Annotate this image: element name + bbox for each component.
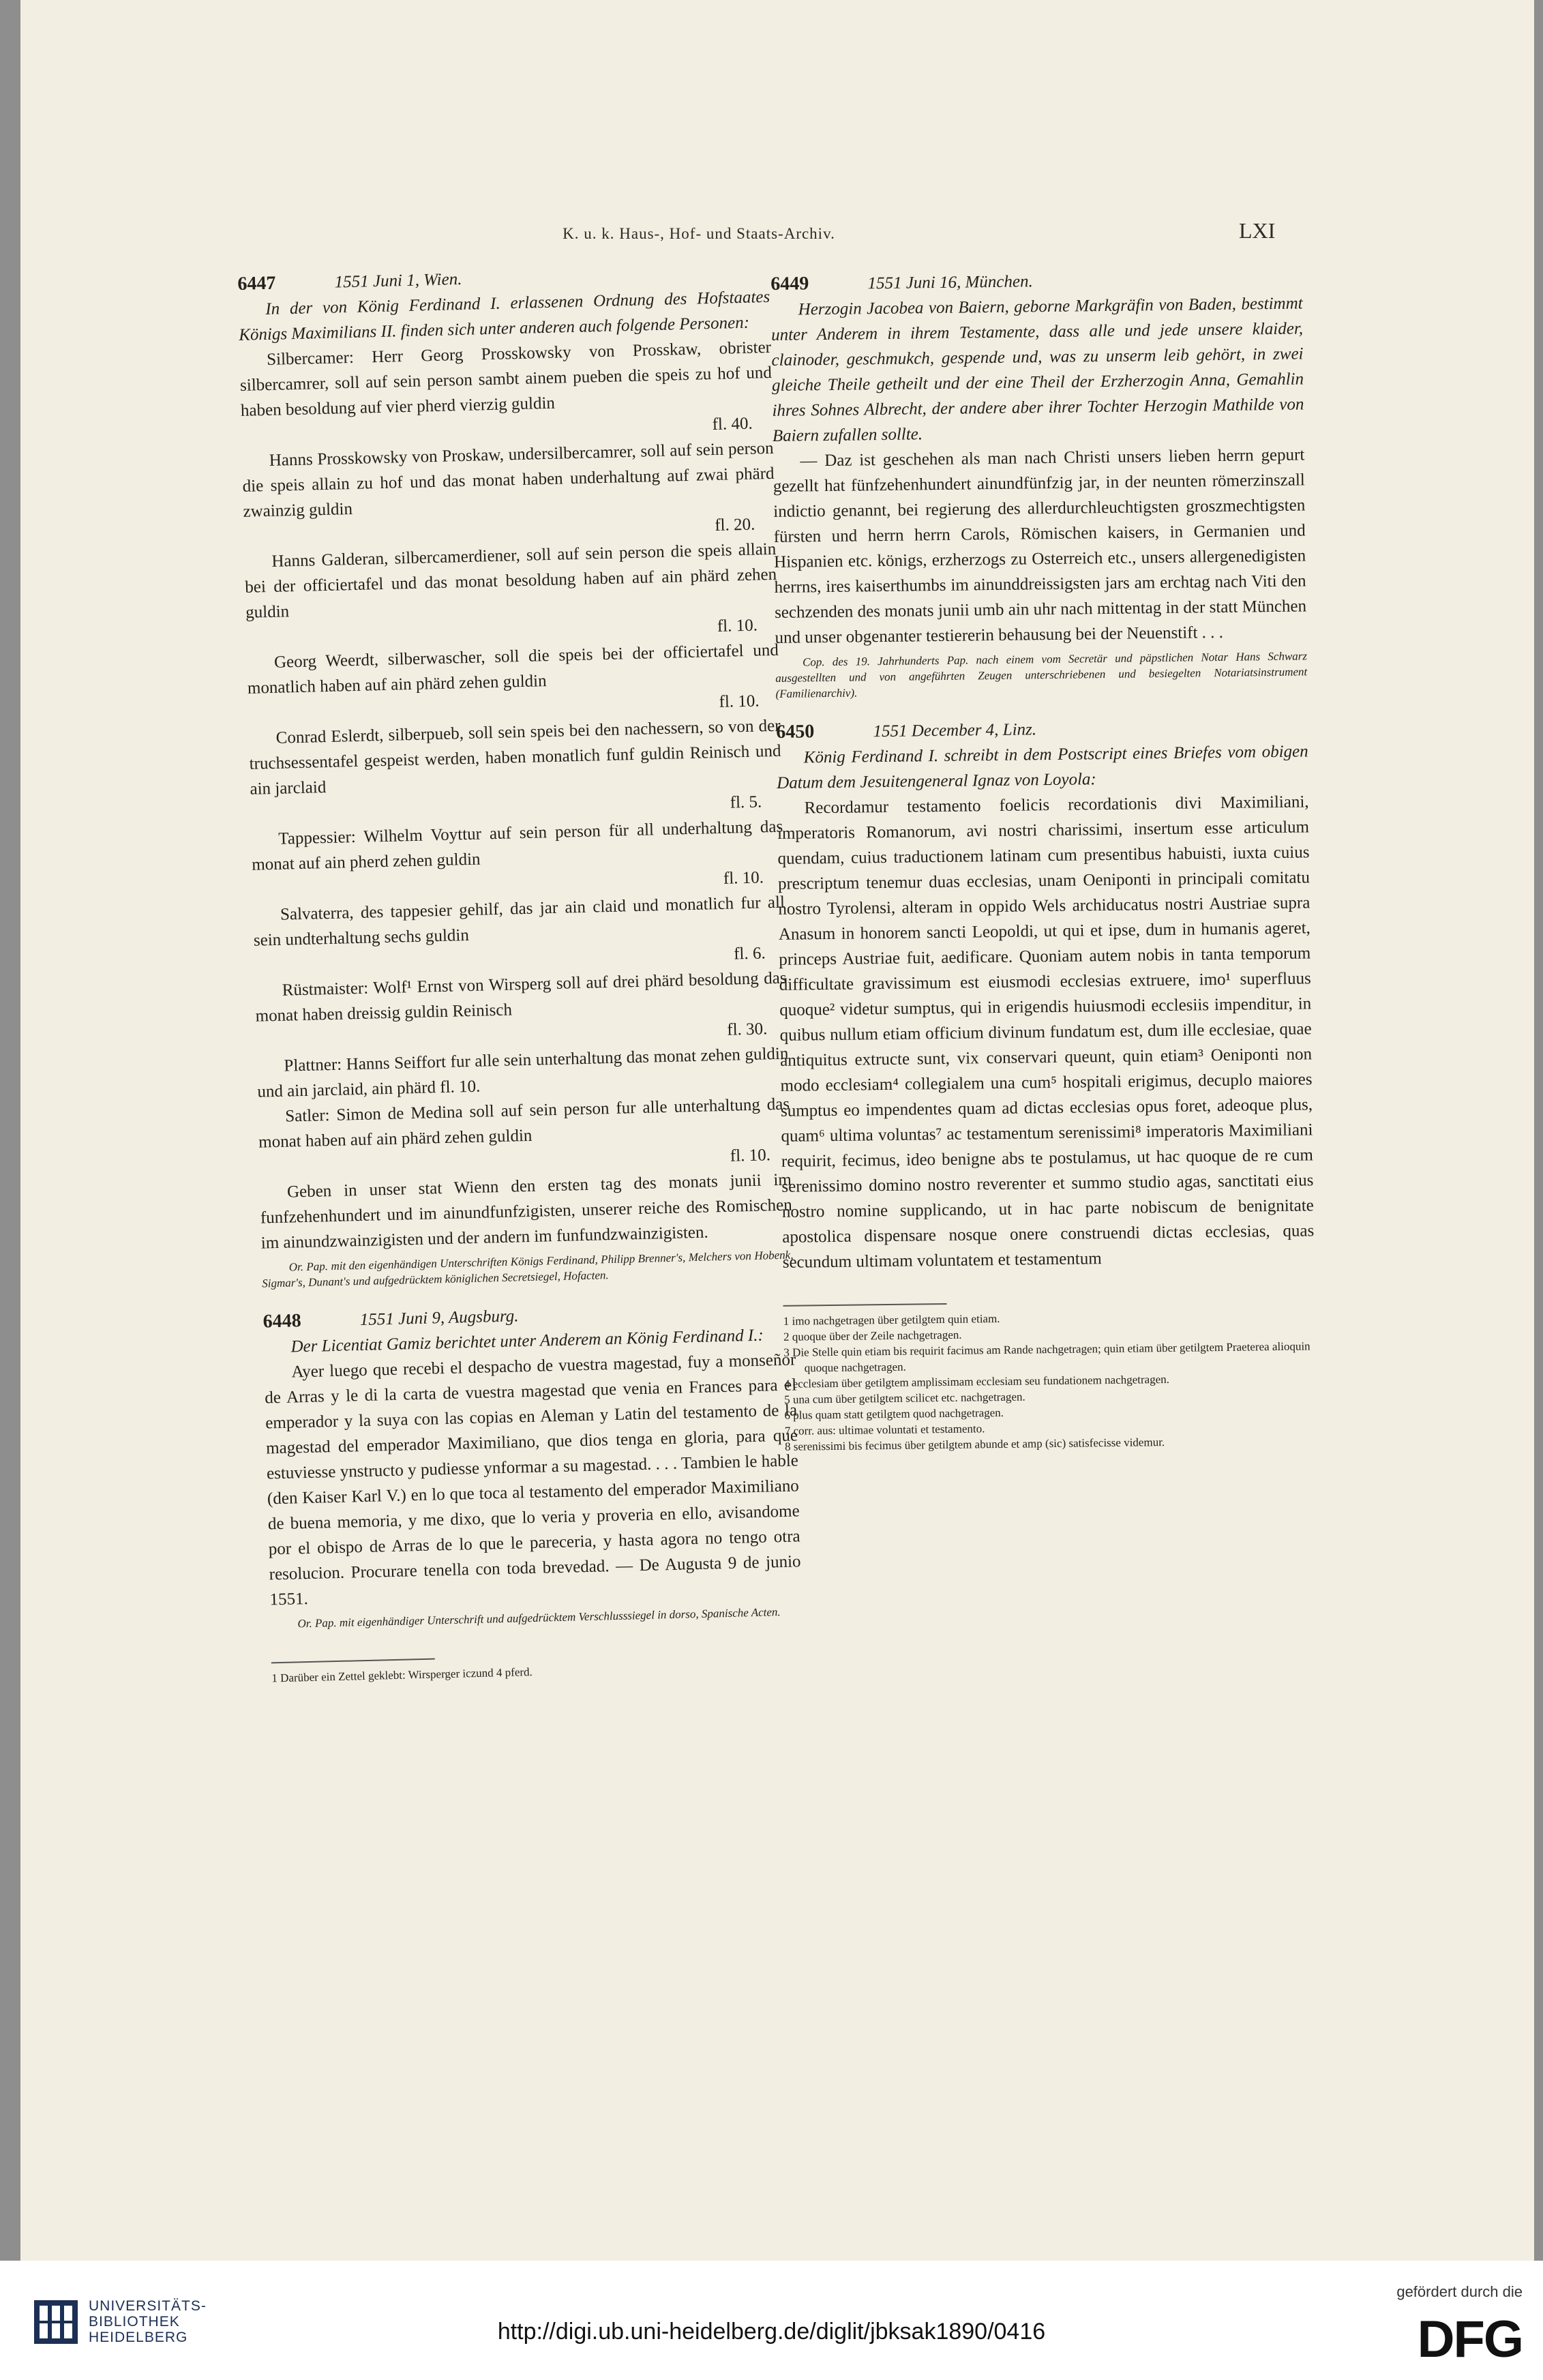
footnote: 5 una cum über getilgtem scilicet etc. nachgetragen. xyxy=(784,1390,1025,1406)
entry-date: 1551 Juni 9, Augsburg. xyxy=(359,1307,519,1330)
entry-body: Ayer luego que recebi el despacho de vuestra magestad, fuy a monseñor de Arras y le di la carta de vuestra magestad que venia en Frances para el emperador y la suya con las copias en Aleman y Latin del testamento de la magestad del emperador Maximiliano, que dios tenga en gloria, para que estuviesse ynstructo y pudiesse ynformar a su magestad. . . . Tambien le hable (den Kaiser Karl V.) en lo que toca al testamento del emperador Maximiliano de buena memoria, y me dixo, que lo veria y proveria en ello, avisandome por el obispo de Arras de lo que le pareceria, y hasta agora no tengo otra resolucion. Procurare tenella con toda brevedad. — De Augusta 9 de junio 1551. xyxy=(265,1350,801,1609)
book-page xyxy=(20,0,1534,2261)
entry-summary: König Ferdinand I. schreibt in dem Postscript eines Briefes vom obigen Datum dem Jesuitengeneral Ignaz von Loyola: xyxy=(777,742,1308,792)
running-header: K. u. k. Haus-, Hof- und Staats-Archiv. xyxy=(563,225,835,242)
permalink-url[interactable]: http://digi.ub.uni-heidelberg.de/diglit/jbksak1890/0416 xyxy=(497,2319,1046,2345)
entry-number: 6450 xyxy=(776,721,815,743)
amount: fl. 10. xyxy=(723,868,764,888)
library-name-line: BIBLIOTHEK xyxy=(89,2314,180,2330)
dfg-logo: DFG xyxy=(1417,2310,1523,2368)
list-item: Conrad Eslerdt, silberpueb, soll sein speis bei den nachessern, so von der truchsessentafel gespeist werden, haben monatlich funf guldin Reinisch und ain jarclaid xyxy=(249,716,781,799)
footnote: 1 Darüber ein Zettel geklebt: Wirsperger iczund 4 pferd. xyxy=(271,1665,533,1685)
library-name-line: HEIDELBERG xyxy=(89,2330,188,2345)
footnote: 3 Die Stelle quin etiam bis requirit facimus am Rande nachgetragen; quin etiam über getilgtem Praeterea alioquin quoque nachgetragen. xyxy=(783,1339,1310,1375)
footnote: 7 corr. aus: ultimae voluntati et testamento. xyxy=(784,1422,985,1438)
entry-6447 xyxy=(237,258,794,1292)
list-item: Satler: Simon de Medina soll auf sein person fur alle unterhaltung das monat haben auf ain phärd zehen guldin xyxy=(258,1095,790,1152)
amount: fl. 6. xyxy=(733,944,766,964)
entry-summary: In der von König Ferdinand I. erlassenen Ordnung des Hofstaates Königs Maximilians II. finden sich unter anderen auch folgende Personen: xyxy=(238,287,770,344)
entry-number: 6447 xyxy=(237,272,276,295)
right-column xyxy=(770,265,1317,1454)
entry-number: 6448 xyxy=(263,1310,301,1333)
amount: fl. 30. xyxy=(727,1020,768,1039)
page-number: LXI xyxy=(1239,218,1276,243)
list-item: Hanns Galderan, silbercamerdiener, soll auf sein person die speis allain bei der officiertafel und das monat besoldung haben auf ain phärd zehen guldin xyxy=(244,539,777,622)
amount: fl. 10. xyxy=(730,1146,771,1165)
entry-date: 1551 Juni 16, München. xyxy=(867,272,1033,293)
footnote-rule xyxy=(783,1303,947,1307)
entry-summary: Der Licentiat Gamiz berichtet unter Anderem an König Ferdinand I.: xyxy=(290,1326,764,1356)
footnote: 6 plus quam statt getilgtem quod nachgetragen. xyxy=(784,1405,1004,1422)
footnote: 2 quoque über der Zeile nachgetragen. xyxy=(783,1328,962,1343)
list-item: Rüstmaister: Wolf¹ Ernst von Wirsperg soll auf drei phärd besoldung das monat haben dreissig guldin Reinisch xyxy=(255,968,787,1026)
list-item: Georg Weerdt, silberwascher, soll die speis bei der officiertafel und monatlich haben auf ain phärd zehen guldin xyxy=(247,640,779,698)
list-item: Tappessier: Wilhelm Voyttur auf sein person für all underhaltung das monat auf ain pherd zehen guldin xyxy=(251,817,783,874)
funding-branding xyxy=(1336,2261,1543,2380)
funding-label: gefördert durch die xyxy=(1396,2283,1523,2300)
entry-6448 xyxy=(263,1296,802,1632)
entry-body: Recordamur testamento foelicis recordationis divi Maximiliani, imperatoris Romanorum, avi nostri charissimi, insertum esse articulum quendam, cuius traductionem latinam cum presentibus habuisti, iuxta cuius prescriptum tenemur duas ecclesias, unam Oeniponti in principali comitatu nostro Tyrolensi, alteram in oppido Wels archiducatus nostri Austriae supra Anasum in honorem sancti Leopoldi, ut qui et ipse, dum in humanis ageret, princeps Austriae fuit, aedificare. Quoniam autem nobis in tanta temporum difficultate gravissimum est eiusmodi ecclesias extruere, imo¹ superfluus quoque² videtur sumptus, qui in erigendis huiusmodi ecclesiis impenditur, in quibus nullum etiam officium divinum fundatum est, dum ille ecclesiae, quae antiquitus extructe sunt, vix conservari queunt, quin etiam³ Oeniponti non modo ecclesiam⁴ collegialem una cum⁵ hospitali erigimus, decuplo maiores sumptus eo impendentes quam ad dictas ecclesias opus foret, adeoque plus, quam⁶ ultima voluntas⁷ ac testamentum serenissimi⁸ imperatoris Maximiliani requirit, fecimus, ideo benigne abs te postulamus, ut hac quoque de re cum serenissimo domino nostro reverenter et summo studio agas, sanctitati eius nostro nomine supplicando, ut in hac parte nobiscum de benignitate apostolica dispensare nosque onere construendi dictas ecclesias, quas secundum ultimam voluntatem et testamentum xyxy=(777,792,1315,1272)
amount: fl. 10. xyxy=(719,691,760,711)
list-item: Salvaterra, des tappesier gehilf, das jar ain claid und monatlich fur all sein undterhaltung sechs guldin xyxy=(253,893,785,950)
amount: fl. 40. xyxy=(712,414,753,434)
list-item: Hanns Prosskowsky von Proskaw, undersilbercamrer, soll auf sein person die speis allain zu hof und das monat haben underhaltung auf zwai phärd zwainzig guldin xyxy=(242,438,775,521)
footnote: 4 ecclesiam über getilgtem amplissimam ecclesiam seu fundationem nachgetragen. xyxy=(783,1372,1170,1390)
entry-number: 6449 xyxy=(770,273,809,295)
footnote-rule xyxy=(271,1658,435,1664)
footnote: 1 imo nachgetragen über getilgtem quin etiam. xyxy=(783,1312,1000,1328)
entry-summary: Herzogin Jacobea von Baiern, geborne Markgräfin von Baden, bestimmt unter Anderem in ihrem Testamente, dass alle und jede unsere klaider, clainoder, geschmukch, gespende und, was zu unserm leib gehört, in zwei gleiche Theile getheilt und der eine Theil der Erzherzogin Anna, Gemahlin ihres Sohnes Albrecht, der andere aber ihrer Tochter Herzogin Mathilde von Baiern zufallen sollte. xyxy=(770,294,1304,445)
left-column xyxy=(237,258,803,1686)
source-note: Or. Pap. mit den eigenhändigen Unterschriften Königs Ferdinand, Philipp Brenner's, Melchers von Hobenk, Sigmar's, Dunant's und aufgedrücktem königlichen Secretsiegel, Hofacten. xyxy=(262,1248,794,1290)
source-note: Or. Pap. mit eigenhändiger Unterschrift und aufgedrücktem Verschlusssiegel in dorso, Spanische Acten. xyxy=(297,1605,781,1631)
amount: fl. 10. xyxy=(717,616,758,636)
entry-6449 xyxy=(770,265,1308,701)
library-name-line: UNIVERSITÄTS- xyxy=(89,2298,207,2314)
amount: fl. 5. xyxy=(730,792,762,812)
list-item: Plattner: Hanns Seiffort fur alle sein unterhaltung das monat zehen guldin und ain jarclaid, ain phärd fl. 10. xyxy=(257,1044,789,1101)
entry-body: — Daz ist geschehen als man nach Christi unsers lieben herrn gepurt gezellt hat fünfzehenhundert ainundfünfzig jar, in der neunten römerzinszall indictio genannt, bei regierung des allerdurchleuchtigsten groszmechtigsten fürsten und herrn herrn Carols, Römischen kaisers, in Germanien und Hispanien etc. königs, erzherzogs zu Osterreich etc., unsers allergenedigisten herrns, ires kaiserthumbs im ainunddreissigsten jars am erchtag nach Viti den sechzenden des monats junii umb ain uhr nach mittentag in der statt München und unser obgenanter testiererin behausung bei der Neuenstift . . . xyxy=(773,445,1307,647)
source-note: Cop. des 19. Jahrhunderts Pap. nach einem vom Secretär und päpstlichen Notar Hans Schwarz ausgestellten und von angeführten Zeugen unterschriebenen und besiegelten Notariatsinstrument (Familienarchiv). xyxy=(775,649,1308,700)
entry-date: 1551 Juni 1, Wien. xyxy=(334,269,462,292)
list-item: Geben in unser stat Wienn den ersten tag des monats junii im funfzehenhundert und im ainundfunfzigisten, unserer reiche des Romischen im ainundzwainzigisten und der andern im funfundzwainzigisten. xyxy=(260,1170,793,1253)
footnote: 8 serenissimi bis fecimus über getilgtem abunde et amp (sic) satisfecisse videmur. xyxy=(784,1436,1165,1453)
entry-6450 xyxy=(776,713,1315,1275)
list-item: Silbercamer: Herr Georg Prosskowsky von Prosskaw, obrister silbercamrer, soll auf sein person sambt ainem pueben die speis zu hof und haben besoldung auf vier pherd vierzig guldin xyxy=(239,338,773,420)
entry-date: 1551 December 4, Linz. xyxy=(873,720,1037,741)
amount: fl. 20. xyxy=(714,515,755,535)
